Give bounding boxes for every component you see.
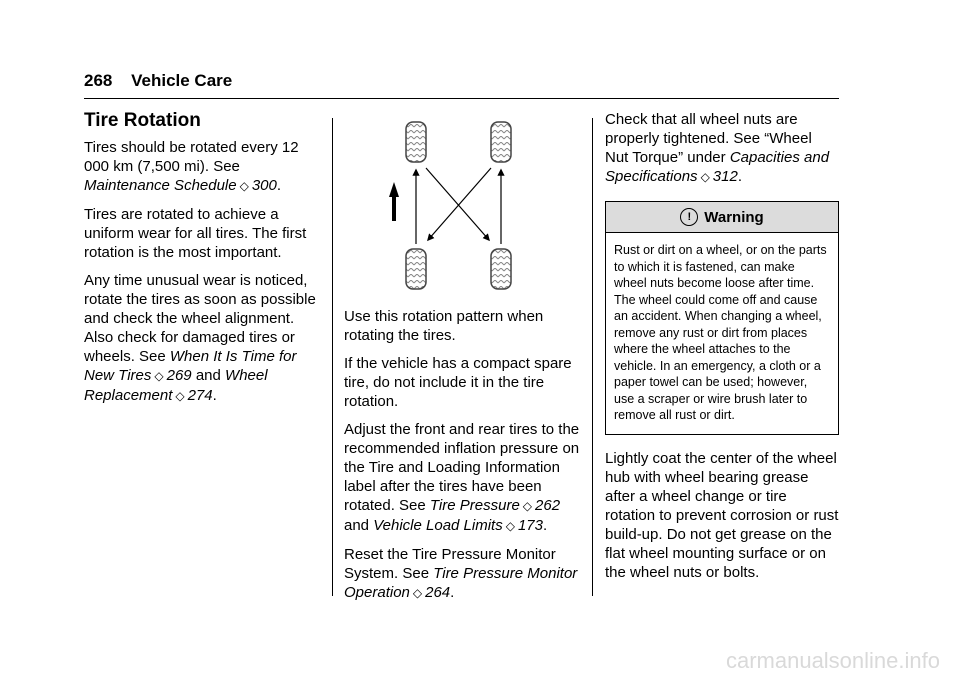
page-ref[interactable]: 262 xyxy=(535,497,561,514)
paragraph-reset-tpms: Reset the Tire Pressure Monitor System. See Tire Pressure Monitor Operation ◇ 264. xyxy=(344,546,578,601)
warning-box xyxy=(605,201,839,435)
page-ref[interactable]: 312 xyxy=(712,168,738,185)
page-ref[interactable]: 269 xyxy=(166,367,192,384)
link-wheel-replacement[interactable]: Wheel Replacement xyxy=(84,367,268,404)
link-tpms-operation[interactable]: Tire Pressure Monitor Operation xyxy=(344,565,578,601)
page-number: 268 xyxy=(84,71,113,90)
rotation-arrow-cross-1 xyxy=(426,168,489,240)
paragraph-unusual-wear: Any time unusual wear is noticed, rotate the tires as soon as possible and check the wheel alignment. Also check for damaged tires or wheels. See When It Is Time for New Tires ◇ 269 and Wheel Replacement ◇ 274. xyxy=(84,272,316,404)
link-capacities-specifications[interactable]: Capacities and Specifications xyxy=(605,149,830,185)
page-ref[interactable]: 274 xyxy=(187,387,213,404)
tire-rear-left-icon xyxy=(406,249,426,289)
warning-icon: ! xyxy=(680,208,698,226)
page-ref-icon: ◇ xyxy=(522,499,533,513)
column-divider-1 xyxy=(332,118,333,596)
page-ref[interactable]: 300 xyxy=(251,177,277,194)
page-ref-icon: ◇ xyxy=(505,519,515,533)
header-rule xyxy=(84,98,839,99)
column-2 xyxy=(344,112,580,612)
tire-rotation-diagram xyxy=(384,112,534,297)
rotation-arrow-cross-2 xyxy=(428,168,491,240)
page-ref[interactable]: 173 xyxy=(517,517,543,534)
paragraph-compact-spare: If the vehicle has a compact spare tire, do not include it in the tire rotation. xyxy=(344,355,572,410)
link-new-tires[interactable]: When It Is Time for New Tires xyxy=(84,348,297,384)
warning-header xyxy=(606,202,838,233)
paragraph-use-pattern: Use this rotation pattern when rotating the tires. xyxy=(344,308,544,344)
paragraph-uniform-wear: Tires are rotated to achieve a uniform wear for all tires. The first rotation is the most important. xyxy=(84,206,307,261)
page-ref-icon: ◇ xyxy=(700,170,710,184)
forward-direction-arrow-icon xyxy=(389,182,399,221)
link-vehicle-load-limits[interactable]: Vehicle Load Limits xyxy=(373,517,503,534)
warning-title: Warning xyxy=(704,208,764,226)
page-ref-icon: ◇ xyxy=(412,586,423,600)
tire-rear-right-icon xyxy=(491,249,511,289)
paragraph-adjust-pressure: Adjust the front and rear tires to the recommended inflation pressure on the Tire and Loading Information label after the tires have been rotated. See Tire Pressure ◇ 262 and Vehicle Load Limits ◇ 173. xyxy=(344,421,580,534)
page-ref[interactable]: 264 xyxy=(425,584,451,601)
section-heading: Tire Rotation xyxy=(84,110,201,131)
tire-front-left-icon xyxy=(406,122,426,162)
column-3 xyxy=(605,110,839,591)
link-maintenance-schedule[interactable]: Maintenance Schedule xyxy=(84,177,237,194)
page-ref-icon: ◇ xyxy=(154,369,164,383)
watermark: carmanualsonline.info xyxy=(725,648,940,673)
paragraph-grease: Lightly coat the center of the wheel hub with wheel bearing grease after a wheel change or tire rotation to prevent corrosion or rust build-up. Do not get grease on the flat wheel mounting surface or on the wheel nuts or bolts. xyxy=(605,449,839,581)
page-ref-icon: ◇ xyxy=(175,389,185,403)
page-header xyxy=(84,71,232,91)
column-divider-2 xyxy=(592,118,593,596)
tire-front-right-icon xyxy=(491,122,511,162)
paragraph-rotation-interval: Tires should be rotated every 12 000 km (7,500 mi). See Maintenance Schedule ◇ 300. xyxy=(84,139,299,194)
link-tire-pressure[interactable]: Tire Pressure xyxy=(429,497,520,514)
section-title: Vehicle Care xyxy=(131,71,233,90)
paragraph-wheel-nuts: Check that all wheel nuts are properly tightened. See “Wheel Nut Torque” under Capacities and Specifications ◇ 312. xyxy=(605,111,830,185)
column-1 xyxy=(84,110,320,415)
page-ref-icon: ◇ xyxy=(239,179,249,193)
warning-body: Rust or dirt on a wheel, or on the parts to which it is fastened, can make wheel nuts become loose after time. The wheel could come off and cause an accident. When changing a wheel, remove any rust or dirt from places where the wheel attaches to the vehicle. In an emergency, a cloth or a paper towel can be used; however, use a scraper or wire brush later to remove all rust or dirt. xyxy=(614,243,827,422)
